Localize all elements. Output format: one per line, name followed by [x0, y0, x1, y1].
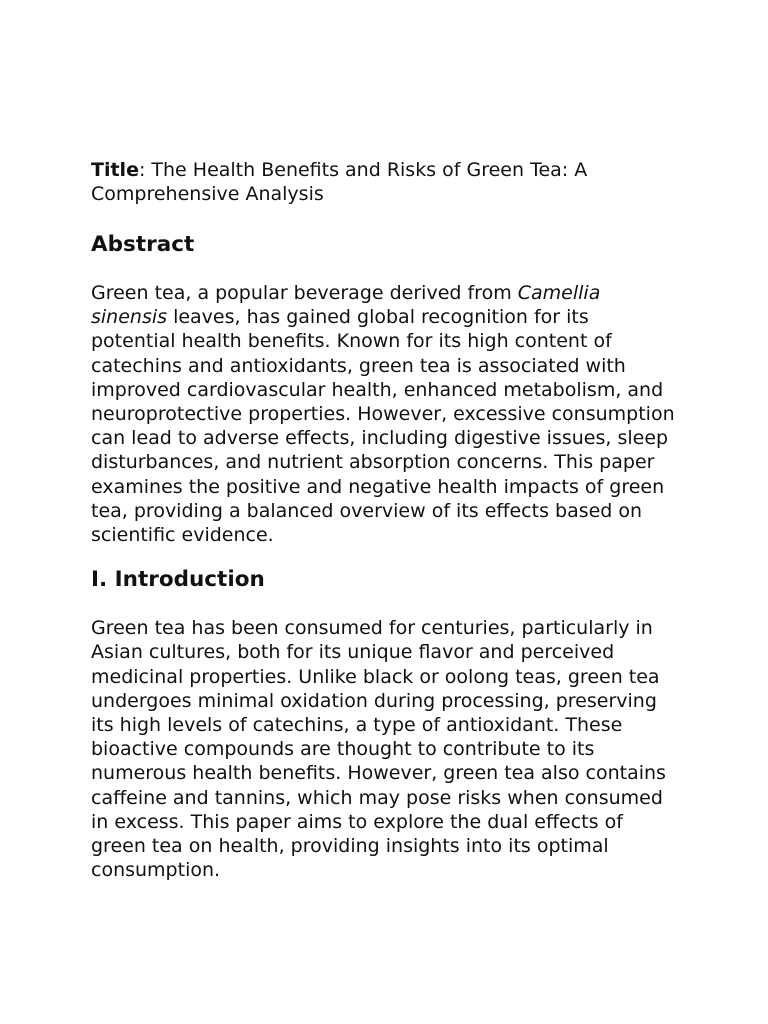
abstract-text-start: Green tea, a popular beverage derived from: [91, 282, 518, 304]
introduction-paragraph: Green tea has been consumed for centuries, particularly in Asian cultures, both for its unique flavor and perceived medicinal properties. Unlike black or oolong teas, green tea undergoes minimal oxidation during processing, preserving its high levels of catechins, a type of antioxidant. These bioactive compounds are thought to contribute to its numerous health benefits. However, green tea also contains caffeine and tannins, which may pose risks when consumed in excess. This paper aims to explore the dual effects of green tea on health, providing insights into its optimal consumption.: [91, 617, 666, 882]
document-title: [91, 158, 678, 206]
title-label: Title: [91, 159, 139, 181]
abstract-heading: Abstract: [91, 232, 195, 257]
title-text: : The Health Benefits and Risks of Green Tea: A Comprehensive Analysis: [91, 159, 588, 205]
introduction-heading: I. Introduction: [91, 567, 265, 593]
species-name: Camellia sinensis: [91, 282, 601, 329]
abstract-text-end: leaves, has gained global recognition for its potential health benefits. Known for its high content of catechins and antioxidants, green tea is associated with improved cardiovascular health, enhanced metabolism, and neuroprotective properties. However, excessive consumption can lead to adverse effects, including digestive issues, sleep disturbances, and nutrient absorption concerns. This paper examines the positive and negative health impacts of green tea, providing a balanced overview of its effects based on scientific evidence.: [91, 306, 675, 547]
abstract-paragraph: [91, 281, 678, 547]
